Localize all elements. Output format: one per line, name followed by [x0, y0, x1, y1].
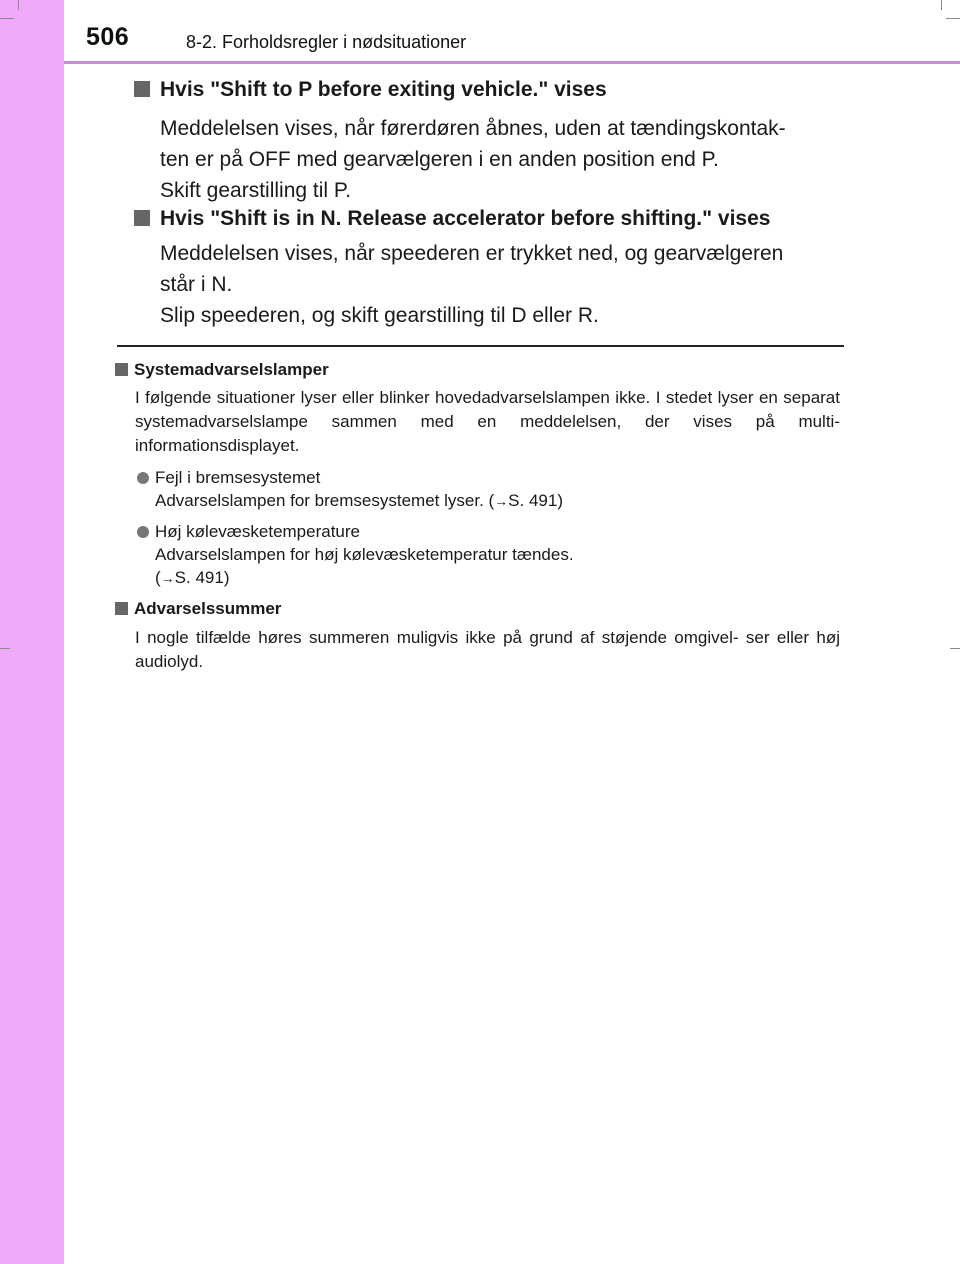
square-bullet-icon — [115, 602, 128, 615]
page-number: 506 — [86, 23, 130, 51]
heading-text: Hvis "Shift to P before exiting vehicle." vises — [160, 78, 607, 101]
round-bullet-icon — [137, 526, 149, 538]
item-desc: Advarselslampen for bremsesystemet lyser. ( — [155, 491, 495, 510]
crop-mark — [18, 0, 19, 10]
crop-mark — [946, 18, 960, 19]
heading-text: Hvis "Shift is in N. Release accelerator before shifting." vises — [160, 207, 771, 230]
round-bullet-icon — [137, 472, 149, 484]
square-bullet-icon — [115, 363, 128, 376]
note-heading-buzzer — [115, 598, 281, 620]
section-heading-shift-to-p — [134, 76, 607, 104]
note-heading-system-lamps — [115, 359, 329, 381]
arrow-right-icon: → — [494, 493, 509, 509]
section-divider — [117, 345, 844, 347]
page-reference-link[interactable]: S. 491) — [174, 568, 230, 587]
section-body-shift-in-n — [160, 238, 850, 331]
section-title: 8-2. Forholdsregler i nødsituationer — [186, 32, 467, 52]
item-label: Fejl i bremsesystemet — [155, 468, 321, 487]
paren-open: ( — [155, 568, 161, 587]
crop-mark — [0, 18, 14, 19]
header-rule — [64, 61, 960, 64]
body-line: Slip speederen, og skift gearstilling til D eller R. — [160, 304, 599, 327]
arrow-right-icon: → — [160, 570, 175, 586]
item-label: Høj kølevæsketemperature — [155, 522, 361, 541]
crop-mark — [941, 0, 942, 10]
note-text-system-lamps: I følgende situationer lyser eller blinker hovedadvarselslampen ikke. I stedet lyser en separat systemadvarselslampe sammen med en meddelelsen, der vises på multi-informationsdisplayet. — [135, 388, 840, 455]
list-item-brake-system — [137, 466, 563, 513]
heading-text: Systemadvarselslamper — [134, 360, 329, 379]
square-bullet-icon — [134, 210, 150, 226]
chapter-sidebar — [0, 0, 64, 1264]
note-text-buzzer: I nogle tilfælde høres summeren muligvis ikke på grund af støjende omgivel- ser eller høj audiolyd. — [135, 628, 840, 671]
section-body-shift-to-p — [160, 113, 850, 206]
square-bullet-icon — [134, 81, 150, 97]
item-desc: Advarselslampen for høj kølevæsketemperatur tændes. — [155, 545, 574, 564]
page-reference-link[interactable]: S. 491) — [508, 491, 563, 510]
body-line: Meddelelsen vises, når førerdøren åbnes, uden at tændingskontak- — [160, 117, 786, 140]
list-item-coolant-temp — [137, 520, 574, 590]
crop-mark — [0, 648, 10, 649]
body-line: står i N. — [160, 273, 233, 296]
body-line: Skift gearstilling til P. — [160, 179, 352, 202]
body-line: ten er på OFF med gearvælgeren i en anden position end P. — [160, 148, 719, 171]
heading-text: Advarselssummer — [134, 599, 282, 618]
body-line: Meddelelsen vises, når speederen er trykket ned, og gearvælgeren — [160, 242, 784, 265]
section-heading-shift-in-n — [134, 205, 770, 233]
crop-mark — [950, 648, 960, 649]
